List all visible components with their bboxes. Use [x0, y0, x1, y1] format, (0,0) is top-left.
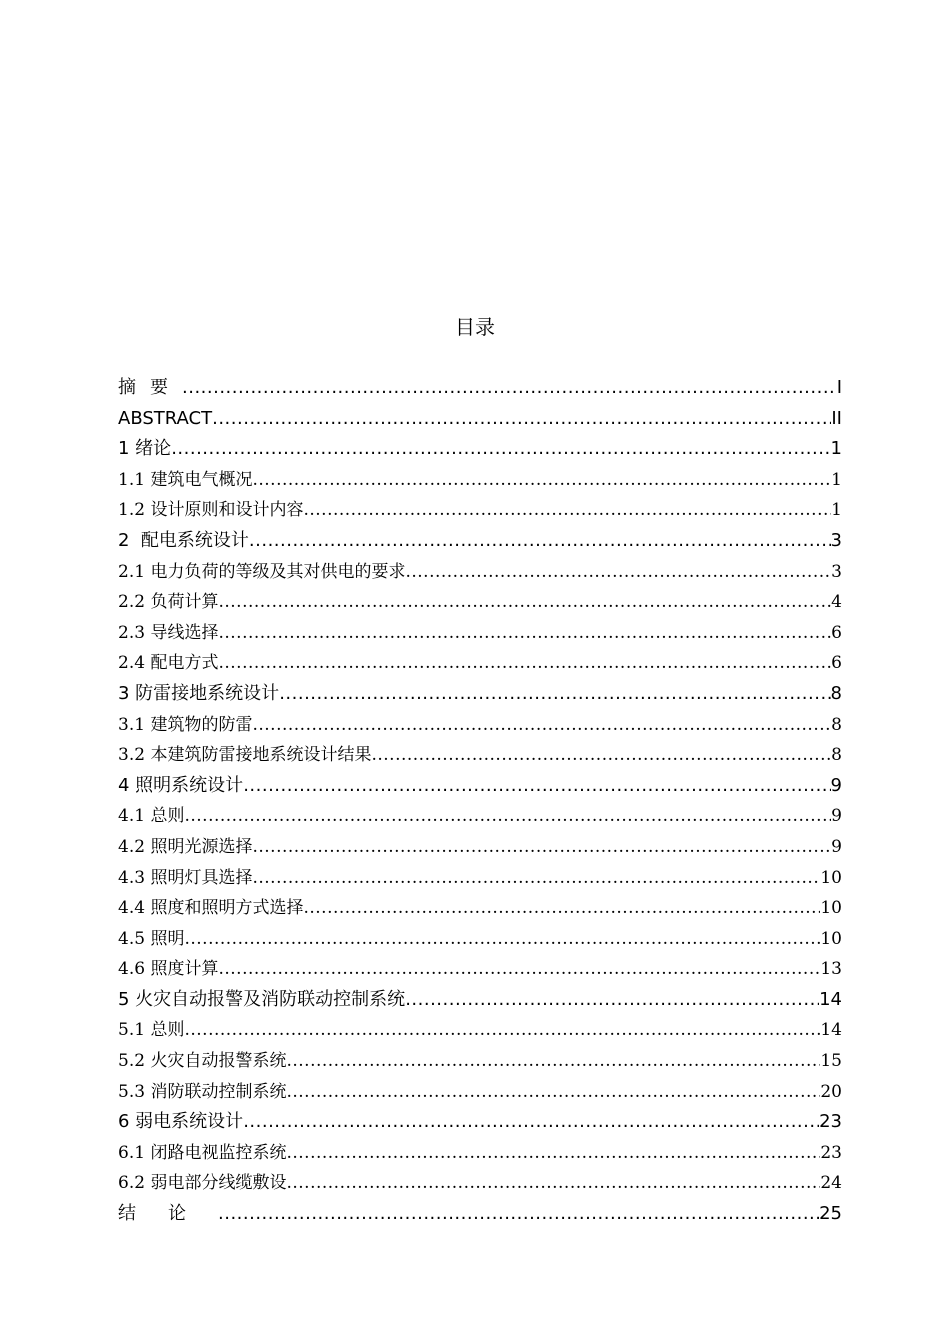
toc-entry-label: 1.1 建筑电气概况	[118, 469, 253, 490]
toc-entry-label: 5.1 总则	[118, 1020, 185, 1041]
toc-dot-leader	[184, 801, 831, 832]
toc-entry-page: 1	[830, 438, 842, 460]
toc-entry-label: 5.2 火灾自动报警系统	[118, 1051, 287, 1072]
toc-entry[interactable]	[118, 648, 842, 679]
toc-entry-label: 1 绪论	[118, 438, 172, 460]
toc-entry[interactable]	[118, 954, 842, 985]
toc-entry-label: 3 防雷接地系统设计	[118, 682, 280, 704]
table-of-contents	[118, 373, 842, 1230]
toc-dot-leader	[252, 832, 831, 863]
toc-entry-page: 8	[831, 714, 842, 735]
toc-entry-label: 6.2 弱电部分线缆敷设	[118, 1173, 287, 1194]
toc-entry-label: 4.2 照明光源选择	[118, 836, 253, 857]
toc-entry-label: 2 配电系统设计	[118, 529, 249, 551]
toc-entry[interactable]	[118, 434, 842, 465]
toc-entry-label: 3.2 本建筑防雷接地系统设计结果	[118, 745, 372, 766]
toc-dot-leader	[279, 679, 830, 710]
toc-dot-leader	[184, 924, 820, 955]
toc-dot-leader	[218, 618, 831, 649]
toc-entry-page: I	[836, 377, 842, 398]
toc-dot-leader	[303, 893, 820, 924]
toc-dot-leader	[249, 526, 831, 557]
toc-entry[interactable]	[118, 985, 842, 1016]
toc-entry-page: 15	[820, 1051, 842, 1072]
toc-entry[interactable]	[118, 1199, 842, 1230]
toc-dot-leader	[218, 954, 820, 985]
toc-dot-leader	[212, 404, 831, 435]
toc-dot-leader	[252, 863, 820, 894]
toc-entry[interactable]	[118, 404, 842, 435]
toc-entry[interactable]	[118, 495, 842, 526]
toc-entry-page: II	[831, 407, 842, 429]
toc-entry-page: 8	[831, 745, 842, 766]
toc-dot-leader	[371, 740, 831, 771]
toc-dot-leader	[243, 771, 830, 802]
toc-dot-leader	[405, 985, 819, 1016]
toc-entry-page: 8	[830, 682, 842, 704]
toc-entry[interactable]	[118, 1077, 842, 1108]
toc-entry-page: 10	[820, 928, 842, 949]
toc-entry[interactable]	[118, 618, 842, 649]
toc-dot-leader	[252, 710, 831, 741]
toc-entry-page: 24	[820, 1173, 842, 1194]
toc-entry-label: 5.3 消防联动控制系统	[118, 1081, 287, 1102]
toc-entry-page: 14	[820, 1020, 842, 1041]
toc-dot-leader	[171, 434, 830, 465]
toc-dot-leader	[286, 1077, 820, 1108]
toc-entry-label: 4.4 照度和照明方式选择	[118, 898, 304, 919]
toc-entry-label: ABSTRACT	[118, 407, 213, 429]
toc-entry-page: 25	[819, 1203, 842, 1225]
toc-entry-page: 4	[831, 592, 842, 613]
toc-entry[interactable]	[118, 893, 842, 924]
toc-entry[interactable]	[118, 1107, 842, 1138]
toc-dot-leader	[218, 1199, 819, 1230]
toc-entry[interactable]	[118, 1015, 842, 1046]
toc-entry-page: 6	[831, 622, 842, 643]
toc-entry-label: 4.6 照度计算	[118, 959, 219, 980]
toc-entry-page: 6	[831, 653, 842, 674]
toc-dot-leader	[218, 648, 831, 679]
toc-dot-leader	[286, 1168, 820, 1199]
toc-entry-page: 10	[820, 898, 842, 919]
toc-dot-leader	[243, 1107, 819, 1138]
toc-entry-label: 3.1 建筑物的防雷	[118, 714, 253, 735]
toc-entry-label: 4.3 照明灯具选择	[118, 867, 253, 888]
toc-entry[interactable]	[118, 1046, 842, 1077]
toc-entry-label: 5 火灾自动报警及消防联动控制系统	[118, 988, 406, 1010]
toc-entry-page: 9	[831, 836, 842, 857]
toc-entry[interactable]	[118, 771, 842, 802]
toc-entry[interactable]	[118, 1138, 842, 1169]
toc-entry[interactable]	[118, 801, 842, 832]
toc-entry[interactable]	[118, 832, 842, 863]
toc-dot-leader	[252, 465, 831, 496]
toc-entry-label: 1.2 设计原则和设计内容	[118, 500, 304, 521]
toc-entry-page: 13	[820, 959, 842, 980]
toc-entry-label: 2.4 配电方式	[118, 653, 219, 674]
toc-title: 目录	[455, 315, 495, 339]
toc-entry-page: 9	[831, 806, 842, 827]
toc-entry[interactable]	[118, 924, 842, 955]
toc-entry-label: 4.5 照明	[118, 928, 185, 949]
toc-entry-label: 摘要	[118, 377, 182, 398]
toc-entry-label: 4.1 总则	[118, 806, 185, 827]
toc-entry-page: 20	[820, 1081, 842, 1102]
toc-entry[interactable]	[118, 526, 842, 557]
toc-entry-page: 23	[820, 1142, 842, 1163]
toc-entry-label: 4 照明系统设计	[118, 774, 244, 796]
toc-entry-page: 3	[831, 561, 842, 582]
toc-entry[interactable]	[118, 679, 842, 710]
toc-entry[interactable]	[118, 587, 842, 618]
toc-entry-page: 1	[831, 500, 842, 521]
toc-entry[interactable]	[118, 557, 842, 588]
toc-entry-page: 9	[830, 774, 842, 796]
toc-dot-leader	[182, 373, 837, 404]
toc-entry-page: 14	[819, 988, 842, 1010]
toc-entry[interactable]	[118, 710, 842, 741]
toc-entry-label: 2.3 导线选择	[118, 622, 219, 643]
toc-entry-label: 2.2 负荷计算	[118, 592, 219, 613]
toc-entry-page: 10	[820, 867, 842, 888]
toc-dot-leader	[286, 1138, 820, 1169]
toc-entry-page: 1	[831, 469, 842, 490]
toc-dot-leader	[286, 1046, 820, 1077]
toc-entry-label: 6 弱电系统设计	[118, 1111, 244, 1133]
toc-entry-page: 23	[819, 1111, 842, 1133]
toc-entry-page: 3	[830, 529, 842, 551]
toc-entry-label: 2.1 电力负荷的等级及其对供电的要求	[118, 561, 406, 582]
toc-dot-leader	[405, 557, 831, 588]
toc-entry[interactable]	[118, 863, 842, 894]
toc-dot-leader	[184, 1015, 820, 1046]
toc-dot-leader	[218, 587, 831, 618]
toc-entry[interactable]	[118, 740, 842, 771]
toc-entry-label: 6.1 闭路电视监控系统	[118, 1142, 287, 1163]
toc-entry[interactable]	[118, 1168, 842, 1199]
toc-entry-label: 结论	[118, 1203, 218, 1225]
toc-dot-leader	[303, 495, 831, 526]
toc-entry[interactable]	[118, 373, 842, 404]
toc-entry[interactable]	[118, 465, 842, 496]
